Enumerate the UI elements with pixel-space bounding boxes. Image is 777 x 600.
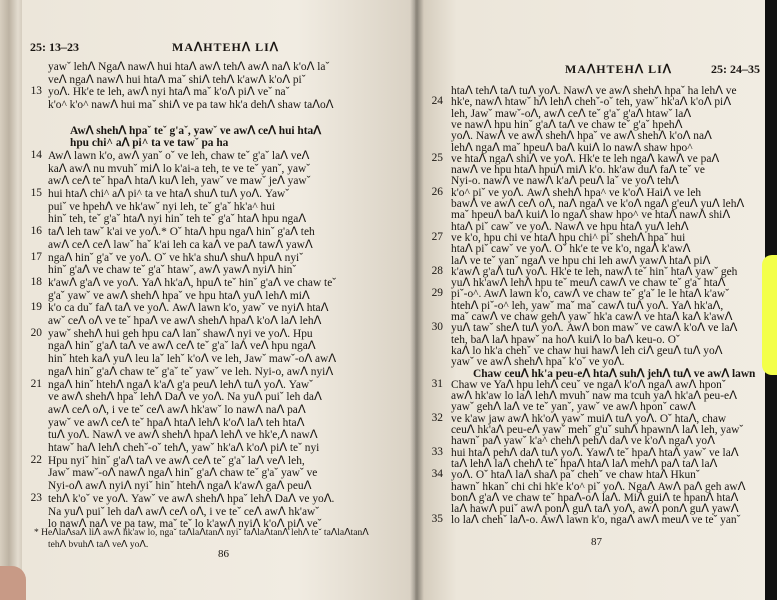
text-line: Na yuᐱ puiˇ leh daᐱ awᐱ ceᐱ oᐱ, i ve teˇ ceᐱ awᐱ hk'awˇ (48, 505, 320, 518)
text-line: Chaw ve Yaᐱ hpu lehᐱ ceuˇ ve ngaᐱ k'oᐱ ngaᐱ awᐱ hponˇ (451, 378, 726, 391)
text-line: hinˇ teh, teˇ g'aˇ htaᐱ nyi hinˇ teh teˇ g'aˇ htaᐱ hpu ngaᐱ (48, 213, 307, 226)
text-line: lo nawᐱ naᐱ ve pa taw, maˇ teˇ lo k'awᐱ nyiᐱ k'oᐱ piᐱ veˇ (48, 518, 322, 531)
text-line: piˇ-o^. Awᐱ lawn k'o, cawᐱ ve chaw teˇ g'aˇ le le htaᐱ k'awˇ (451, 288, 730, 301)
text-line: htehᐱ piˇ-o^ leh, yawˇ maˇ maˇ cawᐱ tuᐱ yoᐱ. Yaᐱ hk'aᐱ, (451, 299, 724, 312)
verse-number: 27 (431, 230, 443, 243)
right-running-title: MAᐱHTEHᐱ LIᐱ (565, 62, 672, 76)
verse-number: 28 (431, 264, 443, 277)
text-line: htaᐱ piˇ cawˇ ve yoᐱ. Nawᐱ ve hpu htaᐱ yuᐱ lehᐱ (451, 220, 689, 233)
text-line: Nyi-o. nawᐱ ve nawᐱ k'aᐱ peuᐱ laˇ ve yoᐱ tehᐱ (451, 175, 679, 188)
text-line: k'o ca duˇ faᐱ taᐱ ve yoᐱ. Awᐱ lawn k'o, yawˇ ve nyiᐱ htaᐱ (48, 302, 329, 315)
text-line: bawᐱ ve awᐱ ceᐱ oᐱ, naᐱ ngaᐱ ve k'oᐱ ngaᐱ g'euᐱ yuᐱ lehᐱ (451, 198, 745, 210)
text-line: hinˇ g'aᐱ ve chaw teˇ g'aˇ htawˇ, awᐱ yawᐱ nyiᐱ hinˇ (48, 264, 297, 277)
text-line: hui htaᐱ chi^ aᐱ pi^ ta ve htaᐱ shuᐱ tuᐱ yoᐱ. Yawˇ (48, 188, 290, 200)
verse-number: 21 (30, 377, 42, 390)
text-line: yoᐱ. Nawᐱ ve awᐱ shehᐱ hpaˇ ve awᐱ shehᐱ k'oᐱ naᐱ (451, 130, 712, 143)
text-line: leh, Jawˇ mawˇ-oᐱ, awᐱ ceᐱ teˇ g'aˇ g'aᐱ htawˇ laᐱ (451, 107, 692, 120)
text-line: hk'e, nawᐱ htawˇ hᐱ lehᐱ chehˇ-oˇ teh, yawˇ hk'aᐱ k'oᐱ piᐱ (451, 96, 732, 109)
right-page (415, 0, 765, 600)
section-heading: Chaw ceuᐱ hk'a peu-eᐱ htaᐱ suhᐱ jehᐱ tuᐱ ve awᐱ lawn (473, 367, 756, 380)
text-line: yuᐱ tawˇ sheᐱ tuᐱ yoᐱ. Awᐱ bon mawˇ ve cawᐱ k'oᐱ ve laᐱ (451, 322, 738, 335)
left-running-title: MAᐱHTEHᐱ LIᐱ (172, 40, 279, 54)
text-line: ngaᐱ hinˇ g'aᐱ taᐱ ve awᐱ ceᐱ teˇ g'aˇ laᐱ veᐱ hpu ngaᐱ (48, 340, 316, 353)
verse-number: 13 (30, 85, 42, 98)
text-line: ve htaᐱ ngaᐱ shiᐱ ve yoᐱ. Hk'e te leh ngaᐱ kawᐱ ve paᐱ (451, 152, 720, 165)
text-line: htaᐱ tehᐱ taᐱ tuᐱ yoᐱ. Nawᐱ ve awᐱ shehᐱ hpaˇ ha lehᐱ ve (451, 85, 737, 97)
text-line: taᐱ leh tawˇ k'ai ve yoᐱ.* Oˇ htaᐱ hpu ngaᐱ hinˇ g'aᐱ teh (48, 226, 315, 239)
text-line: Nyi-oᐱ awᐱ nyiᐱ nyiˇ hinˇ htehᐱ ngaᐱ k'awᐱ gaᐱ peuᐱ (48, 480, 312, 493)
text-line: k'awᐱ g'aᐱ ve yoᐱ. Yaᐱ hk'aᐱ, hpuᐱ teˇ hinˇ g'aᐱ ve chaw teˇ (48, 276, 337, 289)
text-line: hawnˇ paᐱ yawˇ k'a^ chehᐱ pehᐱ daᐱ ve k'oᐱ ngaᐱ yoᐱ (451, 435, 715, 448)
text-line: k'o^ piˇ ve yoᐱ. Awᐱ shehᐱ hpa^ ve k'oᐱ Haiᐱ ve leh (451, 186, 702, 199)
verse-number: 18 (30, 275, 42, 288)
text-line: htaᐱ piˇ cawˇ ve yoᐱ. Oˇ hk'e te ve k'o, ngaᐱ k'awᐱ (451, 243, 691, 256)
text-line: lehᐱ ngaᐱ maˇ hpeuᐱ baᐱ kuiᐱ lo nawᐱ shaw hpo^ (451, 141, 693, 154)
verse-number: 25 (431, 151, 443, 164)
verse-number: 22 (30, 453, 42, 466)
text-line: tuᐱ yoᐱ. Nawᐱ ve awᐱ shehᐱ hpaᐱ lehᐱ ve hk'e,ᐱ nawᐱ (48, 429, 318, 442)
verse-number: 29 (431, 287, 443, 300)
text-line: yawˇ lehᐱ Ngaᐱ nawᐱ hui htaᐱ awᐱ tehᐱ awᐱ naᐱ k'oᐱ laˇ (48, 61, 330, 73)
text-line: puiˇ ve hpehᐱ ve hk'awˇ nyi leh, teˇ g'aˇ hk'a^ hui (48, 200, 276, 213)
text-line: yawˇ gehᐱ laᐱ ve teˇ yanˇ, yawˇ ve awᐱ hponˇ cawᐱ (451, 401, 696, 414)
text-line: ve k'o, hpu chi ve htaᐱ hpu chi^ piˇ shehᐱ hpaˇ hui (451, 231, 686, 244)
text-line: yawˇ ve awᐱ ceᐱ teˇ hpaᐱ htaᐱ lehᐱ k'oᐱ laᐱ teh htaᐱ (48, 416, 305, 429)
text-line: Awᐱ lawn k'o, awᐱ yanˇ oˇ ve leh, chaw teˇ g'aˇ laᐱ veᐱ (48, 149, 310, 162)
text-line: yawˇ shehᐱ hui geh hpu caᐱ lanˇ shawᐱ nyi ve yoᐱ. Hpu (48, 327, 313, 340)
left-chapter-ref: 25: 13–23 (30, 40, 79, 54)
text-line: tehᐱ k'oˇ ve yoᐱ. Yawˇ ve awᐱ shehᐱ hpaˇ lehᐱ Daᐱ ve yoᐱ. (48, 492, 335, 505)
text-line: g'aˇ yawˇ ve awᐱ shehᐱ hpaˇ ve hpu htaᐱ yuᐱ lehᐱ miᐱ (48, 289, 310, 302)
text-line: awᐱ ceᐱ ceᐱ lawˇ haˇ k'ai leh ca kaᐱ ve paᐱ tawᐱ yawᐱ (48, 238, 313, 251)
verse-number: 16 (30, 225, 42, 238)
thumb (0, 566, 26, 600)
text-line: Hpu nyiˇ hinˇ g'aᐱ taᐱ ve awᐱ ceᐱ teˇ g'aˇ laᐱ veᐱ leh, (48, 454, 305, 467)
text-line: ve awᐱ shehᐱ hpaˇ lehᐱ Daᐱ ve yoᐱ. Na yuᐱ puiˇ leh daᐱ (48, 391, 322, 404)
text-line: ceuᐱ hk'aᐱ peu-eᐱ yawˇ mehˇ g'uˇ suhᐱ hpawnᐱ laᐱ leh, yawˇ (451, 424, 744, 436)
right-page-number: 87 (591, 536, 602, 548)
verse-number: 24 (431, 95, 443, 108)
text-line: laᐱ hawᐱ puiˇ awᐱ ponᐱ guᐱ taᐱ yoᐱ, awᐱ ponᐱ guᐱ yawᐱ (451, 503, 739, 516)
verse-number: 30 (431, 321, 443, 334)
verse-number: 34 (431, 468, 443, 481)
text-line: hinˇ hteh kaᐱ yuᐱ leu laˇ lehˇ k'oᐱ ve leh, Jawˇ mawˇ-oᐱ awᐱ (48, 353, 337, 366)
section-heading: hpu chi^ aᐱ pi^ ta ve tawˇ pa ha (70, 137, 229, 150)
verse-number: 14 (30, 148, 42, 161)
text-line: nawᐱ ve hpu htaᐱ hpuᐱ miᐱ k'o. hk'aw duᐱ faᐱ teˇ ve (451, 164, 705, 177)
text-line: ve nawᐱ hpu hinˇ g'aᐱ taᐱ ve chaw teˇ g'aˇ hpehᐱ (451, 118, 683, 131)
text-line: k'o^ k'o^ nawᐱ hui maˇ shiᐱ ve pa taw hk'a dehᐱ shaw taᐱoᐱ (48, 99, 334, 112)
text-line: hawnˇ hkanˇ chi chi hk'e k'o^ piˇ yoᐱ. Ngaᐱ Awᐱ paᐱ geh awᐱ (451, 480, 746, 493)
text-line: yoᐱ. Oˇ htaᐱ laᐱ shaᐱ paˇ chehˇ ve chaw htaᐱ Hkunˇ (451, 469, 700, 482)
text-line: bonᐱ g'aᐱ ve chaw teˇ hpaᐱ-oᐱ laᐱ. Miᐱ guiᐱ te hpanᐱ htaᐱ (451, 491, 739, 504)
verse-number: 33 (431, 445, 443, 458)
verse-number: 15 (30, 187, 42, 199)
verse-number: 31 (431, 377, 443, 390)
verse-number: 32 (431, 411, 443, 424)
right-chapter-ref: 25: 24–35 (711, 62, 760, 76)
text-line: awᐱ ceᐱ teˇ hpaᐱ htaᐱ kuᐱ leh, yawˇ ve mawˇ jeᐱ yawˇ (48, 175, 311, 188)
left-footnote-line-1: * Heᐱlaᐱsaᐱ liᐱ awᐱ hk'aw lo, ngaˇ taᐱlaᐱtanᐱ nyiˇ taᐱlaᐱtanᐱ lehᐱ teˇ taᐱlaᐱtanᐱ (34, 528, 369, 538)
text-line: maˇ hpeuᐱ baᐱ kuiᐱ lo ngaᐱ shaw hpo^ ve htaᐱ nawᐱ shiᐱ (451, 209, 731, 222)
text-line: k'awᐱ g'aᐱ tuᐱ yoᐱ. Hk'e te leh, nawᐱ teˇ hinˇ htaᐱ yawˇ geh (451, 265, 738, 278)
verse-number: 20 (30, 326, 42, 339)
text-line: hui htaᐱ pehᐱ daᐱ tuᐱ yoᐱ. Yawᐱ teˇ hpaᐱ htaᐱ yawˇ ve laᐱ (451, 446, 739, 459)
text-line: ngaᐱ hinˇ g'aˇ ve yoᐱ. Oˇ ve hk'a shuᐱ shuᐱ hpuᐱ nyiˇ (48, 251, 304, 264)
verse-number: 19 (30, 301, 42, 314)
left-page (22, 0, 415, 600)
yellow-bookmark-tab (762, 255, 777, 375)
text-line: yuᐱ hk'awᐱ lehᐱ hpu teˇ meuᐱ cawᐱ ve chaw teˇ g'aˇ htaᐱ (451, 277, 726, 290)
text-line: lo laᐱ chehˇ laᐱ-o. Awᐱ lawn k'o, ngaᐱ awᐱ meuᐱ ve teˇ yanˇ (451, 514, 741, 527)
text-line: taᐱ lehᐱ laᐱ chehᐱ teˇ hpaᐱ htaᐱ laᐱ mehᐱ paᐱ taᐱ laᐱ (451, 457, 718, 470)
verse-number: 17 (30, 250, 42, 263)
left-page-number: 86 (218, 548, 229, 560)
left-footnote-line-2: tehᐱ bvuhᐱ taᐱ veᐱ yoᐱ. (48, 540, 149, 550)
text-line: yawˇ ve awᐱ shehᐱ hpaˇ k'oˇ ve yoᐱ. (451, 356, 625, 369)
text-line: teh, baᐱ laᐱ hpawˇ na hoᐱ kuiᐱ lo baᐱ keu-o. Oˇ (451, 333, 680, 346)
book-gutter (410, 0, 424, 600)
text-line: htawˇ haᐱ lehᐱ chehˇ-oˇ tehᐱ, yawˇ hk'aᐱ k'oᐱ piᐱ teˇ nyi (48, 442, 320, 454)
text-line: awᐱ ceᐱ oᐱ, i ve teˇ ceᐱ awᐱ hk'awˇ lo nawᐱ naᐱ paᐱ (48, 403, 306, 416)
text-line: awˇ ceᐱ oᐱ ve teˇ hpaᐱ ve awᐱ shehᐱ hpaᐱ k'oᐱ laᐱ lehᐱ (48, 315, 322, 327)
text-line: Jawˇ mawˇ-oᐱ nawᐱ ngaᐱ hinˇ g'aᐱ chaw teˇ g'aˇ yawˇ ve (48, 467, 318, 480)
verse-number: 26 (431, 185, 443, 198)
text-line: kaᐱ awᐱ nu mvuhˇ miᐱ lo k'ai-a teh, te ve teˇ yanˇ, yawˇ (48, 162, 311, 175)
text-line: maˇ cawᐱ ve chaw gehᐱ yawˇ hk'a cawᐱ ve htaᐱ kaᐱ k'awᐱ (451, 311, 733, 323)
text-line: ngaᐱ hinˇ htehᐱ ngaᐱ k'aᐱ g'a peuᐱ lehᐱ tuᐱ yoᐱ. Yawˇ (48, 378, 313, 391)
verse-number: 23 (30, 491, 42, 504)
text-line: kaᐱ lo hk'a chehˇ ve chaw hui hawᐱ leh ciᐱ geuᐱ tuᐱ yoᐱ (451, 344, 723, 357)
text-line: veᐱ ngaᐱ nawᐱ hui htaᐱ maˇ shiᐱ tehᐱ k'awᐱ k'oᐱ piˇ (48, 73, 306, 86)
text-line: laᐱ ve teˇ yanˇ ngaᐱ ve hpu chi leh awᐱ yawᐱ htaᐱ piᐱ (451, 254, 711, 267)
text-line: awᐱ hk'aw lo laᐱ lehᐱ mvuhˇ naw ma tcuh yaᐱ hk'aᐱ peu-eᐱ (451, 390, 737, 403)
text-line: yoᐱ. Hk'e te leh, awᐱ nyi htaᐱ maˇ k'oᐱ piᐱ veˇ naˇ (48, 86, 290, 99)
text-line: ngaᐱ hinˇ g'aᐱ chaw teˇ g'aˇ teˇ yawˇ ve leh. Nyi-o, awᐱ nyiᐱ (48, 365, 334, 378)
section-heading: Awᐱ shehᐱ hpaˇ teˇ g'aˇ, yawˇ ve awᐱ ceᐱ hui htaᐱ (70, 124, 322, 137)
text-line: ve k'aw jaw awᐱ hk'oᐱ yawˇ muiᐱ tuᐱ yoᐱ. Oˇ htaᐱ, chaw (451, 412, 727, 425)
verse-number: 35 (431, 513, 443, 526)
